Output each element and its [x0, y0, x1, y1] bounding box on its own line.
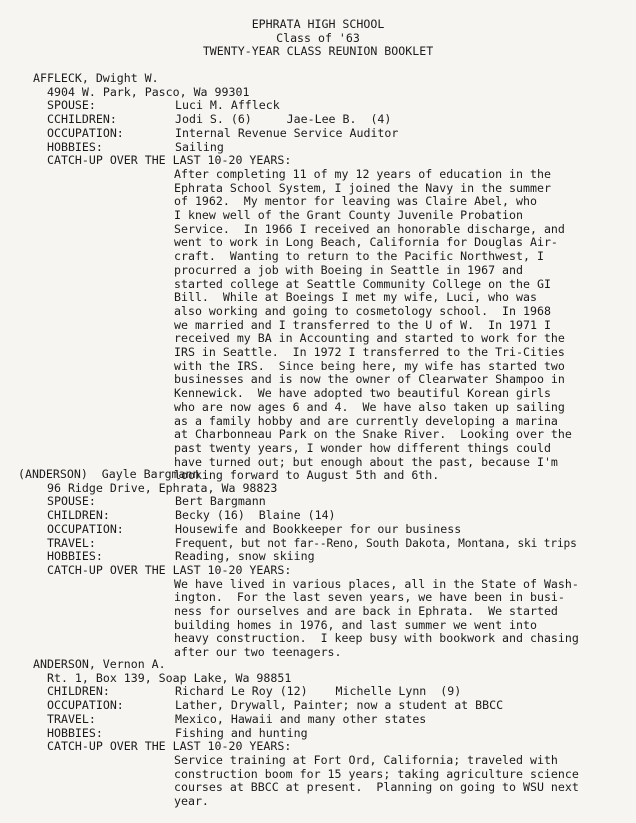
field-label: SPOUSE: — [47, 98, 96, 113]
catchup-line: building homes in 1976, and last summer we went into — [174, 617, 537, 632]
catchup-line: with the IRS. Since being here, my wife has started two — [174, 358, 565, 373]
field-label: OCCUPATION: — [47, 698, 124, 713]
catchup-line: who are now ages 6 and 4. We have also taken up sailing — [174, 399, 565, 414]
field-label: CCHILDREN: — [47, 112, 117, 127]
catchup-line: have turned out; but enough about the past, because I'm — [174, 454, 558, 469]
catchup-line: looking forward to August 5th and 6th. — [174, 468, 440, 483]
field-value: Fishing and hunting — [175, 725, 308, 740]
catchup-line: went to work in Long Beach, California for Douglas Air- — [174, 235, 558, 250]
catchup-line: After completing 11 of my 12 years of education in the — [174, 166, 551, 181]
catchup-line: craft. Wanting to return to the Pacific Northwest, I — [174, 249, 544, 264]
entry-address: 96 Ridge Drive, Ephrata, Wa 98823 — [47, 480, 278, 495]
field-value: Internal Revenue Service Auditor — [175, 125, 399, 140]
field-label: HOBBIES: — [47, 549, 103, 564]
catchup-line: IRS in Seattle. In 1972 I transferred to the Tri-Cities — [174, 345, 565, 360]
catchup-line: ness for ourselves and are back in Ephrata. We started — [174, 604, 558, 619]
catchup-line: of 1962. My mentor for leaving was Claire Abel, who — [174, 194, 537, 209]
field-children — [33, 113, 633, 127]
field-label: TRAVEL: — [47, 535, 96, 550]
booklet-header — [0, 18, 636, 59]
field-label: TRAVEL: — [47, 711, 96, 726]
catchup-line: started college at Seattle Community College on the GI — [174, 276, 551, 291]
catchup-line: received my BA in Accounting and started to work for the — [174, 331, 565, 346]
catchup-line: construction boom for 15 years; taking agriculture science — [174, 766, 579, 781]
catchup-line: we married and I transferred to the U of W. In 1971 I — [174, 317, 551, 332]
catchup-paragraph — [33, 578, 618, 660]
field-value: Sailing — [175, 139, 224, 154]
field-travel — [33, 713, 633, 727]
entry-affleck — [33, 72, 633, 483]
field-value: Jodi S. (6) Jae-Lee B. (4) — [175, 112, 392, 127]
field-value: Frequent, but not far--Reno, South Dakota, Montana, ski trips — [175, 536, 577, 550]
field-hobbies — [33, 550, 618, 564]
catchup-line: businesses and is now the owner of Clearwater Shampoo in — [174, 372, 565, 387]
catchup-line: procurred a job with Boeing in Seattle in 1967 and — [174, 262, 524, 277]
catchup-line: Service training at Fort Ord, California; traveled with — [174, 752, 558, 767]
entry-anderson-vernon — [33, 658, 633, 809]
field-value: Mexico, Hawaii and many other states — [175, 711, 427, 726]
entry-address: Rt. 1, Box 139, Soap Lake, Wa 98851 — [47, 670, 292, 685]
catchup-line: Bill. While at Boeings I met my wife, Luci, who was — [174, 290, 537, 305]
field-value: Becky (16) Blaine (14) — [175, 508, 336, 523]
field-label: CHILDREN: — [47, 684, 110, 699]
field-children — [33, 685, 633, 699]
field-label: HOBBIES: — [47, 139, 103, 154]
field-label: OCCUPATION: — [47, 125, 124, 140]
field-label: OCCUPATION: — [47, 521, 124, 536]
field-occupation — [33, 127, 633, 141]
catchup-line: after our two teenagers. — [174, 645, 342, 660]
field-value: Luci M. Affleck — [175, 98, 280, 113]
entry-name: (ANDERSON) Gayle Bargmann — [18, 467, 200, 481]
catchup-line: Kennewick. We have adopted two beautiful Korean girls — [174, 386, 551, 401]
field-occupation — [33, 523, 618, 537]
entry-name: AFFLECK, Dwight W. — [33, 71, 159, 85]
catchup-line: ington. For the last seven years, we have been in busi- — [174, 590, 565, 605]
catchup-line: at Charbonneau Park on the Snake River. Looking over the — [174, 427, 572, 442]
field-value: Bert Bargmann — [175, 494, 266, 509]
field-travel — [33, 537, 618, 551]
school-name: EPHRATA HIGH SCHOOL — [251, 17, 385, 31]
field-spouse — [33, 495, 618, 509]
field-value: Lather, Drywall, Painter; now a student at BBCC — [175, 698, 504, 713]
catchup-line: Service. In 1966 I received an honorable discharge, and — [174, 221, 565, 236]
catchup-line: heavy construction. I keep busy with bookwork and chasing — [174, 631, 579, 646]
catchup-line: also working and going to cosmetology school. In 1968 — [174, 303, 551, 318]
class-year: Class of '63 — [276, 30, 360, 45]
field-label: HOBBIES: — [47, 725, 103, 740]
entry-address: 4904 W. Park, Pasco, Wa 99301 — [47, 84, 250, 99]
catchup-line: We have lived in various places, all in the State of Wash- — [174, 576, 579, 591]
catchup-line: as a family hobby and are currently developing a marina — [174, 413, 558, 428]
field-spouse — [33, 99, 633, 113]
catchup-line: courses at BBCC at present. Planning on going to WSU next — [174, 780, 579, 795]
catchup-line: Ephrata School System, I joined the Navy in the summer — [174, 180, 551, 195]
catchup-label: CATCH-UP OVER THE LAST 10-20 YEARS: — [47, 562, 292, 577]
field-value: Housewife and Bookkeeper for our business — [175, 521, 462, 536]
catchup-line: year. — [174, 794, 209, 809]
catchup-line: past twenty years, I wonder how different things could — [174, 440, 551, 455]
field-value: Reading, snow skiing — [175, 549, 315, 564]
field-label: SPOUSE: — [47, 494, 96, 509]
field-hobbies — [33, 727, 633, 741]
catchup-paragraph — [33, 168, 633, 483]
catchup-label: CATCH-UP OVER THE LAST 10-20 YEARS: — [47, 153, 292, 168]
entry-anderson-gayle — [18, 468, 618, 660]
entry-name: ANDERSON, Vernon A. — [33, 657, 166, 671]
catchup-paragraph — [33, 754, 633, 809]
catchup-line: I knew well of the Grant County Juvenile Probation — [174, 208, 524, 223]
catchup-label: CATCH-UP OVER THE LAST 10-20 YEARS: — [47, 739, 292, 754]
field-occupation — [33, 699, 633, 713]
field-label: CHILDREN: — [47, 508, 110, 523]
booklet-title: TWENTY-YEAR CLASS REUNION BOOKLET — [202, 44, 434, 59]
field-value: Richard Le Roy (12) Michelle Lynn (9) — [175, 684, 462, 699]
field-children — [33, 509, 618, 523]
field-hobbies — [33, 141, 633, 155]
